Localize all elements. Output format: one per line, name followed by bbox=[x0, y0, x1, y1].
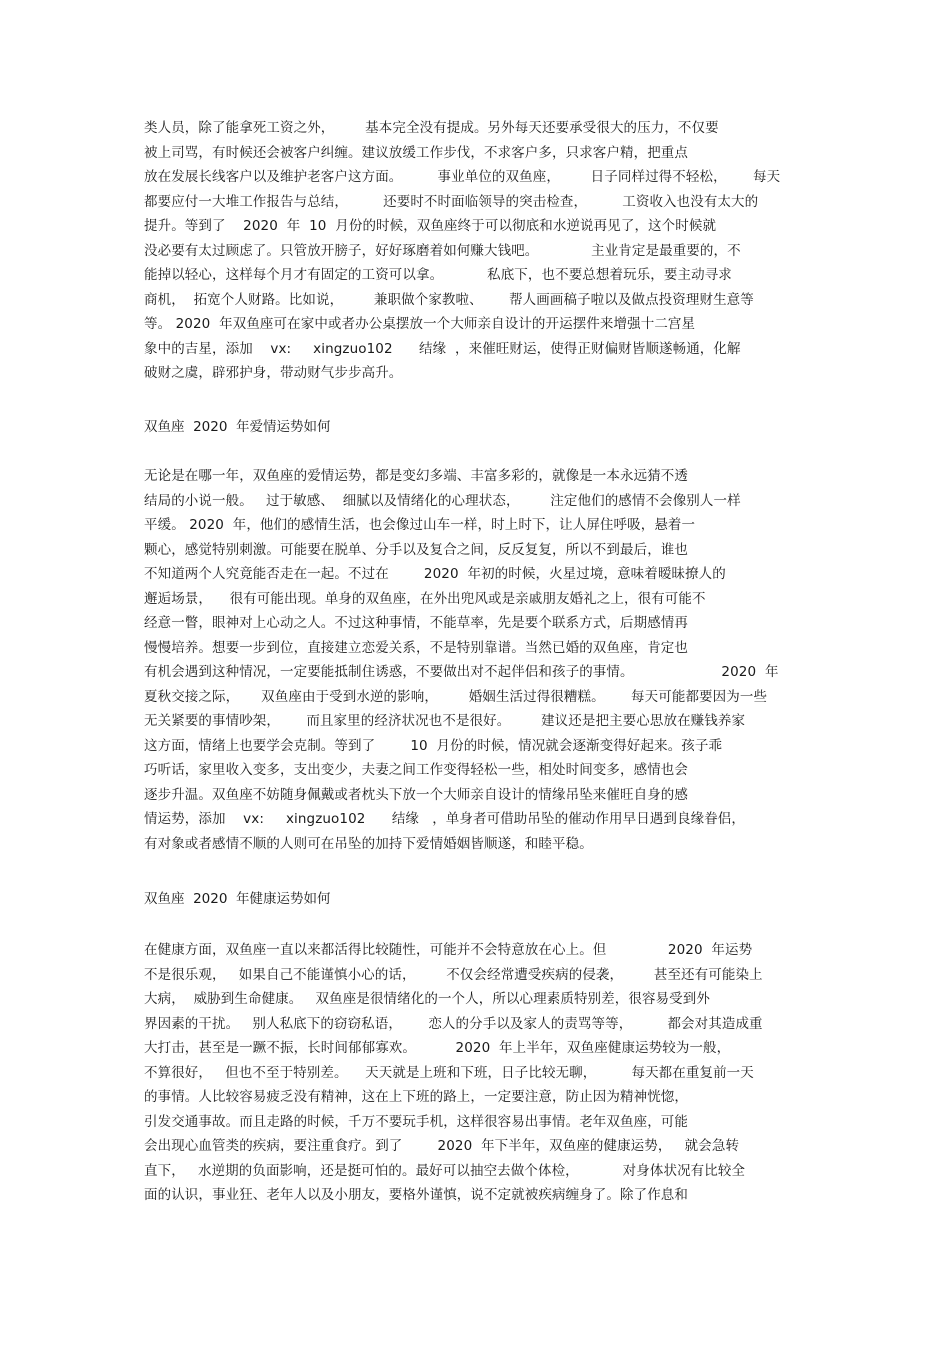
love-section-heading: 双鱼座 2020 年爱情运势如何 bbox=[144, 419, 331, 435]
text-line: 放在发展长线客户以及维护老客户这方面。 事业单位的双鱼座， 日子同样过得不轻松， 每天 bbox=[144, 169, 781, 185]
text-line: 直下， 水逆期的负面影响，还是挺可怕的。最好可以抽空去做个体检， 对身体状况有比较全 bbox=[144, 1162, 746, 1179]
text-line: 有机会遇到这种情况，一定要能抵制住诱惑，不要做出对不起伴侣和孩子的事情。 2020 年 bbox=[144, 664, 779, 680]
career-paragraph bbox=[144, 116, 809, 386]
text-line: 不是很乐观， 如果自己不能谨慎小心的话， 不仅会经常遭受疾病的侵袭， 甚至还有可能染上 bbox=[144, 966, 763, 983]
text-line: 大打击，甚至是一蹶不振，长时间郁郁寡欢。 2020 年上半年，双鱼座健康运势较为一般， bbox=[144, 1040, 731, 1056]
text-line: 慢慢培养。想要一步到位，直接建立恋爱关系，不是特别靠谱。当然已婚的双鱼座，肯定也 bbox=[144, 639, 688, 656]
text-line: 界因素的干扰。 别人私底下的窃窃私语， 恋人的分手以及家人的责骂等等， 都会对其造成重 bbox=[144, 1015, 763, 1032]
text-line: 的事情。人比较容易疲乏没有精神，这在上下班的路上，一定要注意，防止因为精神恍惚， bbox=[144, 1089, 688, 1105]
text-line: 逐步升温。双鱼座不妨随身佩戴或者枕头下放一个大师亲自设计的情缘吊坠来催旺自身的感 bbox=[144, 786, 688, 803]
text-line: 都要应付一大堆工作报告与总结， 还要时不时面临领导的突击检查， 工资收入也没有太大的 bbox=[144, 193, 759, 210]
text-line: 没必要有太过顾虑了。只管放开膀子，好好琢磨着如何赚大钱吧。 主业肯定是最重要的，不 bbox=[144, 242, 741, 259]
text-line: 这方面，情绪上也要学会克制。等到了 10 月份的时候，情况就会逐渐变得好起来。孩子乖 bbox=[144, 737, 723, 754]
text-line: 能掉以轻心，这样每个月才有固定的工资可以拿。 私底下，也不要总想着玩乐，要主动寻求 bbox=[144, 267, 732, 283]
text-line: 在健康方面，双鱼座一直以来都活得比较随性，可能并不会特意放在心上。但 2020 年运势 bbox=[144, 942, 753, 958]
text-line: 结局的小说一般。 过于敏感、 细腻以及情绪化的心理状态， 注定他们的感情不会像别人一样 bbox=[144, 492, 741, 509]
text-line: 商机， 拓宽个人财路。比如说， 兼职做个家教啦、 帮人画画稿子啦以及做点投资理财生意等 bbox=[144, 291, 754, 308]
text-line: 经意一瞥，眼神对上心动之人。不过这种事情，不能草率，先是要个联系方式，后期感情再 bbox=[144, 615, 688, 631]
text-line: 情运势，添加 vx: xingzuo102 结缘 ，单身者可借助吊坠的催动作用早日遇到良缘眷侣， bbox=[144, 811, 746, 827]
text-line: 象中的吉星，添加 vx: xingzuo102 结缘 ，来催旺财运，使得正财偏财皆顺遂畅通，化解 bbox=[144, 340, 741, 357]
health-section-heading: 双鱼座 2020 年健康运势如何 bbox=[144, 891, 331, 907]
text-line: 破财之虞，辟邪护身，带动财气步步高升。 bbox=[144, 365, 403, 381]
text-line: 邂逅场景， 很有可能出现。单身的双鱼座，在外出兜风或是亲戚朋友婚礼之上，很有可能不 bbox=[144, 590, 706, 607]
text-line: 被上司骂，有时候还会被客户纠缠。建议放缓工作步伐，不求客户多，只求客户精，把重点 bbox=[144, 144, 688, 161]
text-line: 引发交通事故。而且走路的时候，千万不要玩手机，这样很容易出事情。老年双鱼座，可能 bbox=[144, 1113, 688, 1130]
text-line: 夏秋交接之际， 双鱼座由于受到水逆的影响， 婚姻生活过得很糟糕。 每天可能都要因为一些 bbox=[144, 688, 768, 705]
text-line: 有对象或者感情不顺的人则可在吊坠的加持下爱情婚姻皆顺遂，和睦平稳。 bbox=[144, 835, 593, 852]
text-line: 等。 2020 年双鱼座可在家中或者办公桌摆放一个大师亲自设计的开运摆件来增强十二宫星 bbox=[144, 316, 696, 332]
health-paragraph bbox=[144, 938, 809, 1208]
text-line: 无论是在哪一年，双鱼座的爱情运势，都是变幻多端、丰富多彩的，就像是一本永远猜不透 bbox=[144, 468, 688, 484]
text-line: 不算很好， 但也不至于特别差。 天天就是上班和下班，日子比较无聊， 每天都在重复前一天 bbox=[144, 1064, 754, 1081]
text-line: 大病， 威胁到生命健康。 双鱼座是很情绪化的一个人，所以心理素质特别差，很容易受到外 bbox=[144, 991, 710, 1007]
text-line: 类人员，除了能拿死工资之外， 基本完全没有提成。另外每天还要承受很大的压力，不仅要 bbox=[144, 120, 719, 136]
text-line: 不知道两个人究竟能否走在一起。不过在 2020 年初的时候，火星过境，意味着暧昧撩人的 bbox=[144, 566, 726, 582]
text-line: 无关紧要的事情吵架， 而且家里的经济状况也不是很好。 建议还是把主要心思放在赚钱养家 bbox=[144, 713, 746, 729]
text-line: 平缓。 2020 年，他们的感情生活，也会像过山车一样，时上时下，让人屏住呼吸，悬着一 bbox=[144, 517, 696, 533]
text-line: 巧听话，家里收入变多，支出变少，夫妻之间工作变得轻松一些，相处时间变多，感情也会 bbox=[144, 762, 688, 778]
text-line: 面的认识，事业狂、老年人以及小朋友，要格外谨慎，说不定就被疾病缠身了。除了作息和 bbox=[144, 1187, 688, 1203]
text-line: 提升。等到了 2020 年 10 月份的时候，双鱼座终于可以彻底和水逆说再见了，这个时候就 bbox=[144, 218, 717, 234]
love-paragraph bbox=[144, 464, 809, 856]
text-line: 颗心，感觉特别刺激。可能要在脱单、分手以及复合之间，反反复复，所以不到最后，谁也 bbox=[144, 541, 688, 558]
text-line: 会出现心血管类的疾病，要注重食疗。到了 2020 年下半年，双鱼座的健康运势， 就会急转 bbox=[144, 1138, 740, 1154]
